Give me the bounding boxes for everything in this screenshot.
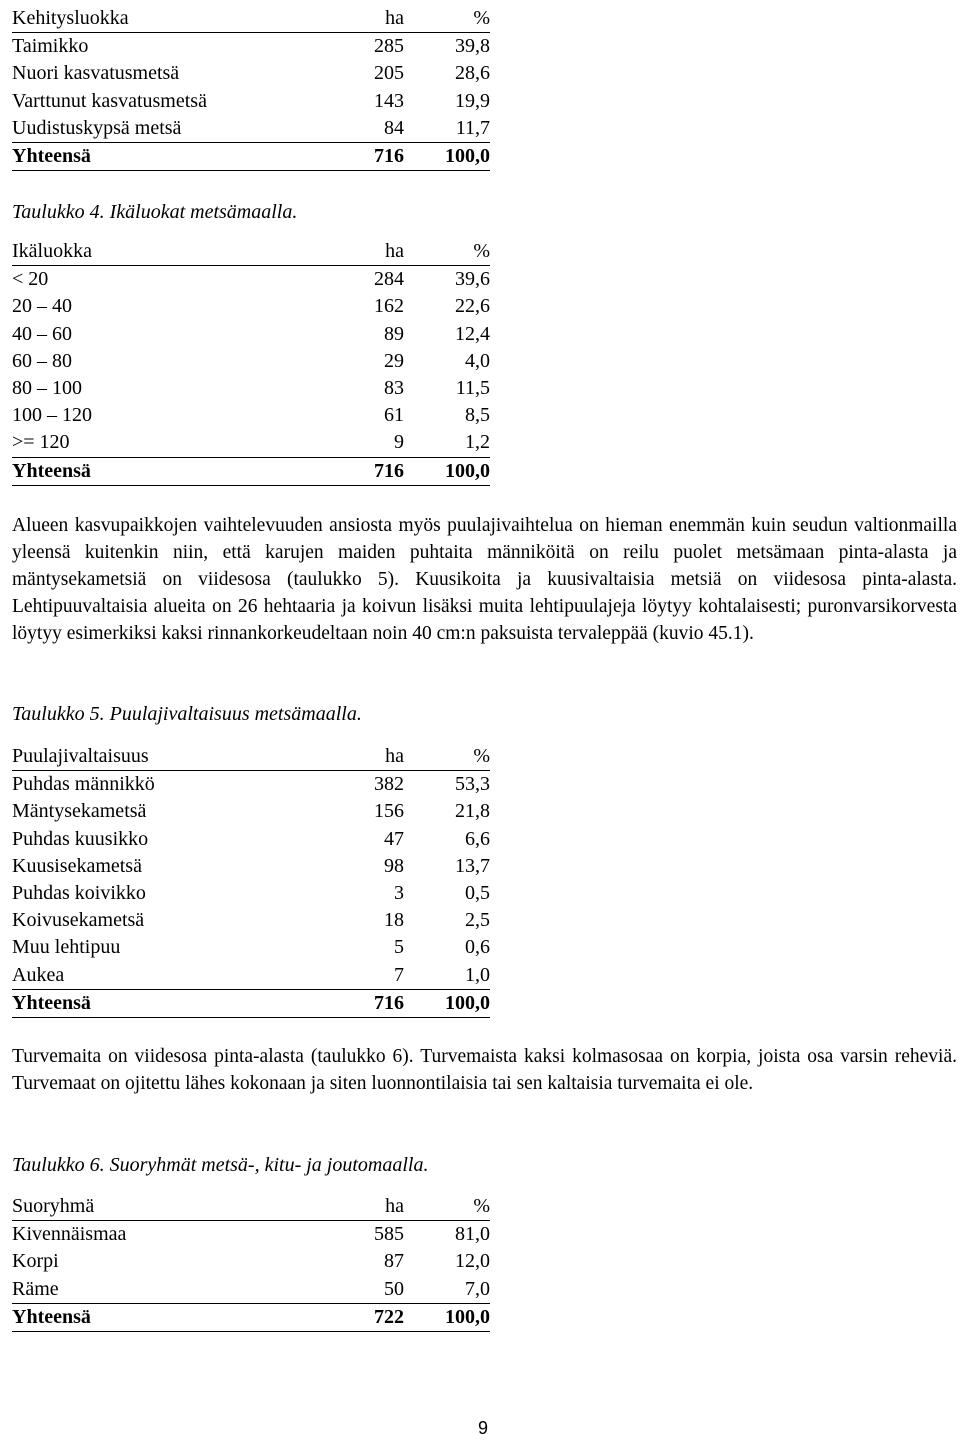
cell: Yhteensä — [12, 457, 312, 485]
cell: 585 — [374, 1223, 404, 1246]
column-header: ha — [312, 5, 404, 33]
table-row — [12, 321, 490, 348]
cell: 285 — [374, 35, 404, 58]
cell: 53,3 — [455, 773, 490, 796]
cell: Varttunut kasvatusmetsä — [12, 89, 207, 112]
page-number: 9 — [478, 1418, 489, 1438]
cell: 98 — [384, 854, 404, 877]
table-header-row — [12, 238, 490, 266]
cell: 40 – 60 — [12, 322, 72, 345]
cell: 382 — [374, 773, 404, 796]
cell: Mäntysekametsä — [12, 800, 147, 823]
cell: Yhteensä — [12, 143, 312, 171]
table-row — [12, 907, 490, 934]
cell: 100,0 — [404, 457, 490, 485]
cell: 87 — [384, 1250, 404, 1273]
cell: 13,7 — [455, 854, 490, 877]
body-paragraph: Alueen kasvupaikkojen vaihtelevuuden ansiosta myös puulajivaihtelua on hieman enemmän kuin seudun valtionmailla yleensä kuitenkin niin, että karujen maiden puhtaita männiköitä on reilu puolet metsämaan pinta-alasta ja mäntysekametsiä on viidesosa (taulukko 5). Kuusikoita ja kuusivaltaisia metsiä on viidesosa pinta-alasta. Lehtipuuvaltaisia alueita on 26 hehtaaria ja koivun lisäksi muita lehtipuulajeja löytyy kohtalaisesti; puronvarsikorvesta löytyy esimerkiksi kaksi rinnankorkeudeltaan noin 40 cm:n paksuista tervaleppää (kuvio 45.1). — [12, 515, 957, 644]
table-row — [12, 880, 490, 907]
cell: < 20 — [12, 268, 49, 291]
cell: Puhdas koivikko — [12, 882, 146, 905]
table-row — [12, 266, 490, 294]
table-row — [12, 798, 490, 825]
table-row — [12, 429, 490, 457]
table-tree-species — [12, 743, 490, 1018]
cell: Puhdas männikkö — [12, 773, 155, 796]
cell: 89 — [384, 322, 404, 345]
cell: 84 — [384, 116, 404, 139]
table-row — [12, 293, 490, 320]
table-row — [12, 771, 490, 799]
cell: 81,0 — [455, 1223, 490, 1246]
cell: Kuusisekametsä — [12, 854, 142, 877]
table-row — [12, 1248, 490, 1275]
cell: 22,6 — [455, 295, 490, 318]
table-total-row — [12, 143, 490, 171]
cell: 9 — [394, 431, 404, 454]
cell: 716 — [312, 989, 404, 1017]
column-header: ha — [312, 238, 404, 266]
cell: Uudistuskypsä metsä — [12, 116, 182, 139]
cell: 47 — [384, 827, 404, 850]
cell: Aukea — [12, 963, 65, 986]
cell: Yhteensä — [12, 989, 312, 1017]
column-header: Kehitysluokka — [12, 5, 312, 33]
cell: 722 — [312, 1303, 404, 1331]
cell: 205 — [374, 62, 404, 85]
table-header-row — [12, 743, 490, 771]
cell: 11,5 — [455, 377, 490, 400]
cell: Muu lehtipuu — [12, 936, 121, 959]
cell: 21,8 — [455, 800, 490, 823]
cell: >= 120 — [12, 431, 70, 454]
table-row — [12, 88, 490, 115]
table-row — [12, 60, 490, 87]
cell: 6,6 — [465, 827, 490, 850]
table-header-row — [12, 1193, 490, 1221]
table-row — [12, 348, 490, 375]
table-age-classes — [12, 238, 490, 486]
table-development-classes — [12, 5, 490, 171]
cell: Yhteensä — [12, 1303, 312, 1331]
cell: 716 — [312, 457, 404, 485]
table-mire-groups — [12, 1193, 490, 1332]
cell: 12,0 — [455, 1250, 490, 1273]
cell: 61 — [384, 404, 404, 427]
cell: 1,2 — [465, 431, 490, 454]
cell: Nuori kasvatusmetsä — [12, 62, 180, 85]
table-row — [12, 826, 490, 853]
cell: Taimikko — [12, 35, 89, 58]
cell: 20 – 40 — [12, 295, 72, 318]
cell: 11,7 — [455, 116, 490, 139]
table-6-caption: Taulukko 6. Suoryhmät metsä-, kitu- ja joutomaalla. — [12, 1154, 429, 1176]
cell: 156 — [374, 800, 404, 823]
cell: 83 — [384, 377, 404, 400]
cell: 39,6 — [455, 268, 490, 291]
cell: 50 — [384, 1277, 404, 1300]
cell: 100 – 120 — [12, 404, 92, 427]
table-row — [12, 962, 490, 990]
cell: Puhdas kuusikko — [12, 827, 149, 850]
table-row — [12, 934, 490, 961]
cell: 19,9 — [455, 89, 490, 112]
cell: 2,5 — [465, 909, 490, 932]
table-row — [12, 115, 490, 143]
cell: Korpi — [12, 1250, 59, 1273]
cell: Koivusekametsä — [12, 909, 145, 932]
cell: 162 — [374, 295, 404, 318]
table-total-row — [12, 989, 490, 1017]
table-total-row — [12, 457, 490, 485]
cell: 28,6 — [455, 62, 490, 85]
cell: 3 — [394, 882, 404, 905]
column-header: Ikäluokka — [12, 238, 312, 266]
cell: 284 — [374, 268, 404, 291]
column-header: % — [404, 1193, 490, 1221]
table-row — [12, 33, 490, 61]
table-row — [12, 402, 490, 429]
cell: 716 — [312, 143, 404, 171]
table-header-row — [12, 5, 490, 33]
cell: 80 – 100 — [12, 377, 82, 400]
table-row — [12, 853, 490, 880]
column-header: ha — [312, 1193, 404, 1221]
cell: 0,6 — [465, 936, 490, 959]
cell: 7,0 — [465, 1277, 490, 1300]
cell: 12,4 — [455, 322, 490, 345]
cell: 1,0 — [465, 963, 490, 986]
cell: 100,0 — [404, 1303, 490, 1331]
table-row — [12, 375, 490, 402]
cell: 8,5 — [465, 404, 490, 427]
cell: 18 — [384, 909, 404, 932]
cell: Räme — [12, 1277, 59, 1300]
column-header: % — [404, 238, 490, 266]
cell: 4,0 — [465, 349, 490, 372]
body-paragraph: Turvemaita on viidesosa pinta-alasta (taulukko 6). Turvemaista kaksi kolmasosaa on korpia, joista osa varsin reheviä. Turvemaat on ojitettu lähes kokonaan ja siten luonnontilaisia tai sen kaltaisia turvemaita ei ole. — [12, 1046, 957, 1094]
cell: 0,5 — [465, 882, 490, 905]
column-header: % — [404, 5, 490, 33]
column-header: Suoryhmä — [12, 1193, 312, 1221]
table-5-caption: Taulukko 5. Puulajivaltaisuus metsämaalla. — [12, 703, 362, 725]
cell: 7 — [394, 963, 404, 986]
column-header: % — [404, 743, 490, 771]
column-header: Puulajivaltaisuus — [12, 743, 312, 771]
cell: 100,0 — [404, 989, 490, 1017]
cell: 60 – 80 — [12, 349, 72, 372]
table-row — [12, 1276, 490, 1304]
cell: 39,8 — [455, 35, 490, 58]
table-row — [12, 1221, 490, 1249]
table-total-row — [12, 1303, 490, 1331]
cell: 100,0 — [404, 143, 490, 171]
cell: 29 — [384, 349, 404, 372]
cell: 5 — [394, 936, 404, 959]
table-4-caption: Taulukko 4. Ikäluokat metsämaalla. — [12, 201, 298, 223]
column-header: ha — [312, 743, 404, 771]
cell: 143 — [374, 89, 404, 112]
cell: Kivennäismaa — [12, 1223, 127, 1246]
